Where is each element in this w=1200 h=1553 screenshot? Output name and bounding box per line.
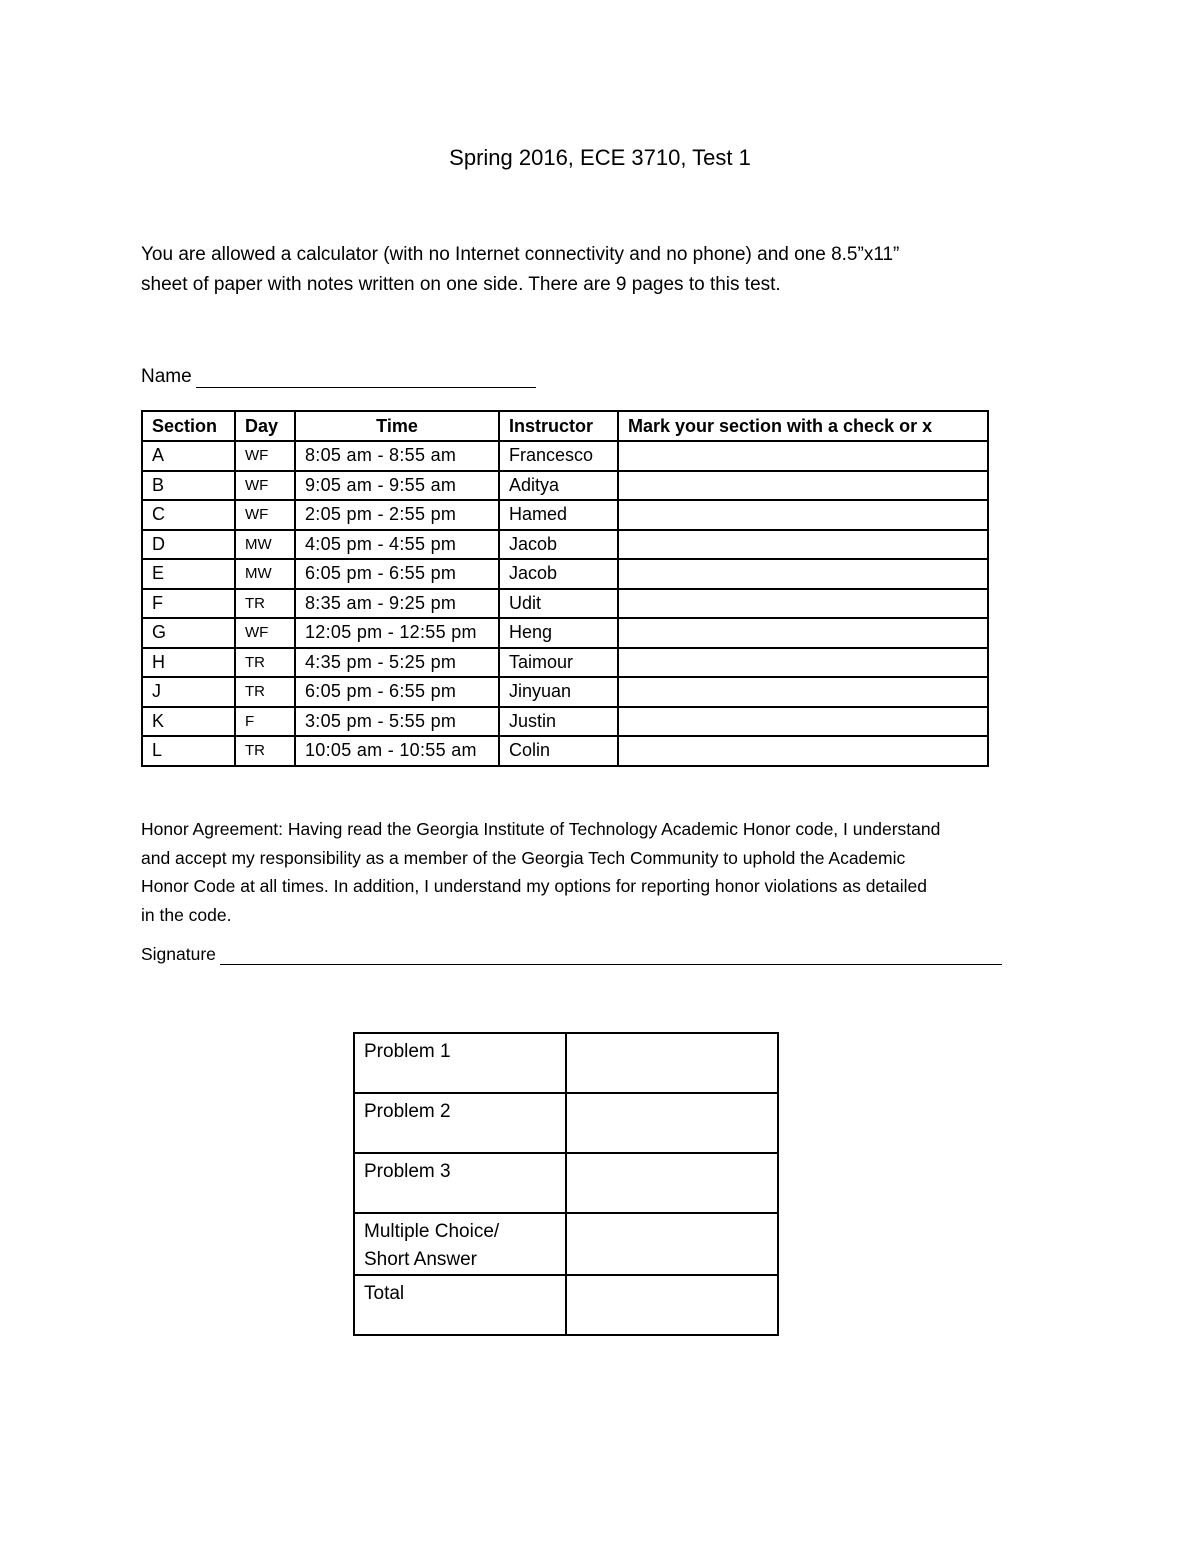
score-cell[interactable]: [566, 1093, 778, 1153]
time-cell: 10:05 am - 10:55 am: [295, 736, 499, 766]
table-row: [142, 500, 988, 530]
mark-cell[interactable]: [618, 559, 988, 589]
score-label: Problem 2: [354, 1093, 566, 1153]
instructor-cell: Jacob: [499, 530, 618, 560]
table-row: [142, 530, 988, 560]
section-cell: C: [142, 500, 235, 530]
score-label: Problem 1: [354, 1033, 566, 1093]
honor-agreement: [141, 815, 1056, 929]
section-cell: H: [142, 648, 235, 678]
honor-line-2: and accept my responsibility as a member of the Georgia Tech Community to uphold the Academic: [141, 847, 906, 868]
section-table: [141, 410, 989, 767]
header-time: Time: [295, 411, 499, 441]
score-row: [354, 1275, 778, 1335]
time-cell: 6:05 pm - 6:55 pm: [295, 677, 499, 707]
instructor-cell: Jinyuan: [499, 677, 618, 707]
header-section: Section: [142, 411, 235, 441]
time-cell: 4:35 pm - 5:25 pm: [295, 648, 499, 678]
header-day: Day: [235, 411, 295, 441]
score-label: Total: [354, 1275, 566, 1335]
mark-cell[interactable]: [618, 707, 988, 737]
time-cell: 8:05 am - 8:55 am: [295, 441, 499, 471]
mark-cell[interactable]: [618, 500, 988, 530]
honor-line-4: in the code.: [141, 904, 232, 925]
header-mark: Mark your section with a check or x: [618, 411, 988, 441]
instructor-cell: Hamed: [499, 500, 618, 530]
score-label: [354, 1213, 566, 1275]
table-row: [142, 471, 988, 501]
table-row: [142, 677, 988, 707]
time-cell: 12:05 pm - 12:55 pm: [295, 618, 499, 648]
day-cell: F: [235, 707, 295, 737]
day-cell: MW: [235, 559, 295, 589]
section-cell: G: [142, 618, 235, 648]
section-cell: B: [142, 471, 235, 501]
day-cell: MW: [235, 530, 295, 560]
signature-blank[interactable]: [220, 944, 1002, 965]
instructor-cell: Francesco: [499, 441, 618, 471]
instructions: [141, 240, 1041, 300]
day-cell: TR: [235, 677, 295, 707]
mark-cell[interactable]: [618, 589, 988, 619]
score-label-line-1: Multiple Choice/: [364, 1221, 500, 1242]
score-row: [354, 1033, 778, 1093]
day-cell: TR: [235, 736, 295, 766]
section-table-header-row: [142, 411, 988, 441]
section-cell: K: [142, 707, 235, 737]
honor-line-1: Honor Agreement: Having read the Georgia Institute of Technology Academic Honor code, I understand: [141, 819, 941, 839]
page-title: Spring 2016, ECE 3710, Test 1: [449, 145, 751, 170]
score-cell[interactable]: [566, 1033, 778, 1093]
section-cell: J: [142, 677, 235, 707]
name-label: Name: [141, 366, 192, 387]
mark-cell[interactable]: [618, 618, 988, 648]
day-cell: TR: [235, 648, 295, 678]
mark-cell[interactable]: [618, 648, 988, 678]
mark-cell[interactable]: [618, 530, 988, 560]
score-row: [354, 1153, 778, 1213]
time-cell: 9:05 am - 9:55 am: [295, 471, 499, 501]
instructor-cell: Colin: [499, 736, 618, 766]
name-field: [141, 366, 536, 388]
score-label: Problem 3: [354, 1153, 566, 1213]
section-cell: E: [142, 559, 235, 589]
score-cell[interactable]: [566, 1275, 778, 1335]
table-row: [142, 707, 988, 737]
score-cell[interactable]: [566, 1153, 778, 1213]
signature-label: Signature: [141, 944, 216, 964]
section-cell: F: [142, 589, 235, 619]
instructor-cell: Justin: [499, 707, 618, 737]
instructor-cell: Udit: [499, 589, 618, 619]
day-cell: WF: [235, 441, 295, 471]
time-cell: 2:05 pm - 2:55 pm: [295, 500, 499, 530]
table-row: [142, 559, 988, 589]
time-cell: 4:05 pm - 4:55 pm: [295, 530, 499, 560]
instructions-line-2: sheet of paper with notes written on one side. There are 9 pages to this test.: [141, 274, 781, 295]
score-table: [353, 1032, 779, 1336]
instructions-line-1: You are allowed a calculator (with no Internet connectivity and no phone) and one 8.5”x11”: [141, 244, 900, 265]
time-cell: 3:05 pm - 5:55 pm: [295, 707, 499, 737]
day-cell: WF: [235, 618, 295, 648]
name-blank[interactable]: [196, 367, 536, 388]
score-cell[interactable]: [566, 1213, 778, 1275]
instructor-cell: Heng: [499, 618, 618, 648]
honor-line-3: Honor Code at all times. In addition, I understand my options for reporting honor violations as detailed: [141, 876, 928, 896]
mark-cell[interactable]: [618, 471, 988, 501]
table-row: [142, 648, 988, 678]
time-cell: 8:35 am - 9:25 pm: [295, 589, 499, 619]
mark-cell[interactable]: [618, 677, 988, 707]
score-label-line-2: Short Answer: [364, 1249, 477, 1270]
score-row: [354, 1213, 778, 1275]
section-cell: A: [142, 441, 235, 471]
table-row: [142, 736, 988, 766]
instructor-cell: Taimour: [499, 648, 618, 678]
mark-cell[interactable]: [618, 736, 988, 766]
day-cell: WF: [235, 500, 295, 530]
header-instructor: Instructor: [499, 411, 618, 441]
section-cell: D: [142, 530, 235, 560]
mark-cell[interactable]: [618, 441, 988, 471]
instructor-cell: Aditya: [499, 471, 618, 501]
score-row: [354, 1093, 778, 1153]
signature-field: [141, 944, 1002, 965]
section-cell: L: [142, 736, 235, 766]
day-cell: WF: [235, 471, 295, 501]
day-cell: TR: [235, 589, 295, 619]
table-row: [142, 441, 988, 471]
time-cell: 6:05 pm - 6:55 pm: [295, 559, 499, 589]
instructor-cell: Jacob: [499, 559, 618, 589]
table-row: [142, 618, 988, 648]
table-row: [142, 589, 988, 619]
